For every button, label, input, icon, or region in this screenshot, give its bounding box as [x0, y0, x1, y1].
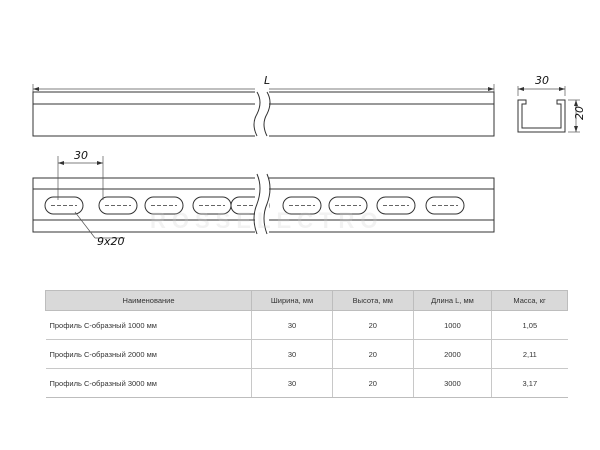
header-name: Наименование [46, 291, 252, 311]
cell-length: 3000 [413, 369, 492, 398]
section-height-label: 20 [573, 106, 586, 120]
table-row [46, 340, 568, 369]
slot-pitch-label: 30 [74, 149, 88, 162]
cell-mass: 3,17 [492, 369, 568, 398]
cell-name: Профиль С-образный 2000 мм [46, 340, 252, 369]
header-length: Длина L, мм [413, 291, 492, 311]
cell-name: Профиль С-образный 3000 мм [46, 369, 252, 398]
table-header-row [46, 291, 568, 311]
cell-width: 30 [252, 369, 333, 398]
length-label: L [264, 74, 271, 87]
cell-name: Профиль С-образный 1000 мм [46, 311, 252, 340]
profile-cross-section [518, 74, 586, 132]
profile-top-view [33, 88, 494, 140]
cell-mass: 2,11 [492, 340, 568, 369]
cell-length: 1000 [413, 311, 492, 340]
table-row [46, 369, 568, 398]
watermark-text: ROSSELECTRO [150, 208, 384, 233]
cell-mass: 1,05 [492, 311, 568, 340]
cell-width: 30 [252, 340, 333, 369]
table-row [46, 311, 568, 340]
slot-size-label: 9x20 [97, 235, 125, 248]
cell-length: 2000 [413, 340, 492, 369]
section-width-label: 30 [535, 74, 549, 87]
specification-table [45, 290, 568, 398]
slot-pitch-dimension [58, 149, 103, 200]
cell-width: 30 [252, 311, 333, 340]
header-mass: Масса, кг [492, 291, 568, 311]
cell-height: 20 [332, 340, 413, 369]
cell-height: 20 [332, 369, 413, 398]
slot-size-leader [75, 212, 125, 248]
cell-height: 20 [332, 311, 413, 340]
header-width: Ширина, мм [252, 291, 333, 311]
header-height: Высота, мм [332, 291, 413, 311]
